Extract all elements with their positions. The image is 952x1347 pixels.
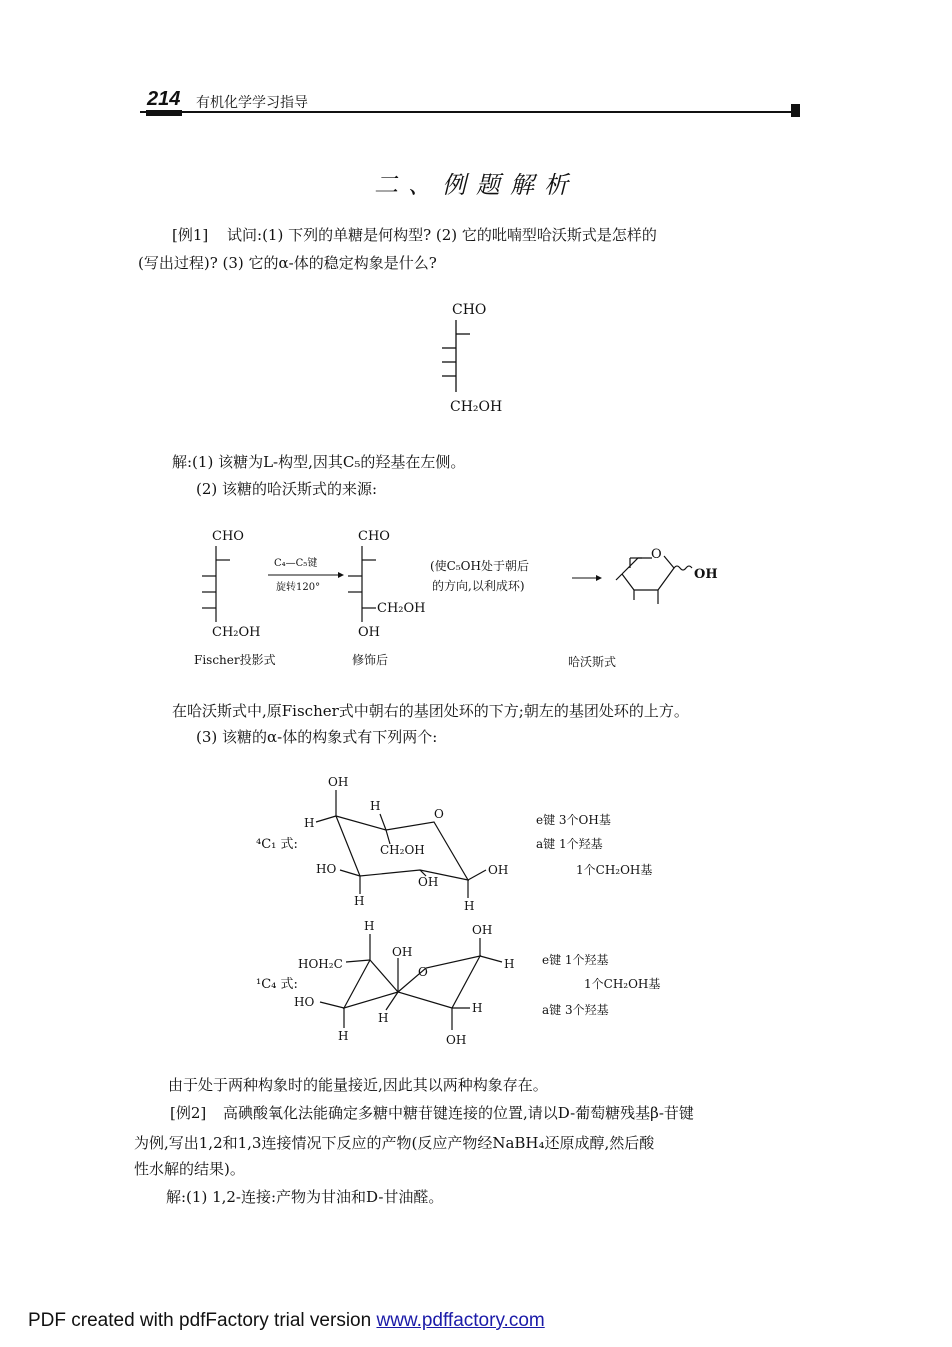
scheme-note-line2: 的方向,以利成环) [432,579,525,593]
conf2-h-bottom: H [338,1029,349,1043]
conf1-h-bottom1: H [354,894,365,908]
conf1-h-bottom2: H [464,899,475,913]
caption-fischer: Fischer投影式 [194,653,276,667]
conf1-ring-oxygen: O [434,807,444,821]
example1-question-text: 试问:(1) 下列的单糖是何构型? (2) 它的吡喃型哈沃斯式是怎样的 [227,226,657,244]
arrow1-bottom-label: 旋转120° [276,582,321,593]
answer1-cont-line2: (3) 该糖的α-体的构象式有下列两个: [196,728,438,746]
header-rule-accent [146,110,182,116]
conf1-h-top: H [370,799,381,813]
header-rule [140,111,798,113]
header-rule-end [791,104,800,117]
page-number: 214 [147,88,181,110]
example1-label: [例1] [172,226,209,244]
scheme-modified-cho: CHO [358,529,390,544]
arrow1-top-label: C₄—C₅键 [274,558,318,569]
conf2-h-top: H [364,919,375,933]
fischer-ch2oh: CH₂OH [450,399,503,415]
answer2-line1: 解:(1) 1,2-连接:产物为甘油和D-甘油醛。 [166,1188,444,1206]
scheme-fischer-cho: CHO [212,529,244,544]
conf2-oh-bottom: OH [446,1033,467,1047]
conf1-ch2oh: CH₂OH [380,843,425,857]
example2-line1 [170,1102,694,1124]
example2-label: [例2] [170,1104,207,1122]
conf2-ho-left: HO [294,995,315,1009]
caption-modified: 修饰后 [352,653,389,667]
scheme-fischer-ch2oh: CH₂OH [212,625,261,640]
conf2-oh-top: OH [392,945,413,959]
conf2-note-3: a键 3个羟基 [542,1003,609,1017]
conf2-h-mid: H [378,1011,389,1025]
example2-line2: 为例,写出1,2和1,3连接情况下反应的产物(反应产物经NaBH₄还原成醇,然后酸 [134,1134,655,1152]
conclusion: 由于处于两种构象时的能量接近,因此其以两种构象存在。 [168,1076,548,1094]
fischer-cho: CHO [452,302,487,318]
footer-text: PDF created with pdfFactory trial version [28,1310,377,1331]
conf1-oh-top: OH [328,775,349,789]
scheme-modified-ch2oh: CH₂OH [377,601,426,616]
conf1-oh-right: OH [488,863,509,877]
scheme-note-line1: (使C₅OH处于朝后 [430,559,529,573]
conf1-note-1: e键 3个OH基 [536,813,611,827]
book-title: 有机化学学习指导 [196,95,308,111]
conf2-oh-top-right: OH [472,923,493,937]
haworth-anomeric-oh: OH [694,567,718,582]
footer-link[interactable]: www.pdffactory.com [376,1310,545,1331]
section-title: 二、例题解析 [374,171,578,199]
caption-haworth: 哈沃斯式 [568,655,617,669]
answer1-cont-line1: 在哈沃斯式中,原Fischer式中朝右的基团处环的下方;朝左的基团处环的上方。 [172,702,689,720]
example2-line3: 性水解的结果)。 [134,1160,245,1178]
conf2-label: ¹C₄ 式: [256,977,298,992]
conf1-note-2: a键 1个羟基 [536,837,603,851]
fischer-projection-question [430,296,540,422]
conf2-h-right2: H [472,1001,483,1015]
conf2-note-2: 1个CH₂OH基 [584,977,661,991]
conformation-1c4 [250,916,700,1056]
example2-text: 高碘酸氧化法能确定多糖中糖苷键连接的位置,请以D-葡萄糖残基β-苷键 [223,1104,694,1122]
conf1-oh-mid: OH [418,875,439,889]
conf1-note-3: 1个CH₂OH基 [576,863,653,877]
answer1-line2: (2) 该糖的哈沃斯式的来源: [196,480,378,498]
answer1-line1: 解:(1) 该糖为L-构型,因其C₅的羟基在左侧。 [172,453,466,471]
example1-question-line2: (写出过程)? (3) 它的α-体的稳定构象是什么? [138,254,437,272]
pdf-footer [28,1310,545,1332]
scheme-modified-oh: OH [358,625,380,640]
example1-question-line1 [172,224,657,246]
conf1-h-left: H [304,816,315,830]
conf1-ho-left: HO [316,862,337,876]
conf2-hoh2c: HOH₂C [298,957,343,971]
conf2-h-right: H [504,957,515,971]
conf2-ring-oxygen: O [418,965,428,979]
conformation-4c1 [250,770,700,920]
haworth-ring-oxygen: O [651,547,662,562]
conf2-note-1: e键 1个羟基 [542,953,609,967]
haworth-derivation-scheme [190,520,750,680]
conf1-label: ⁴C₁ 式: [256,837,298,852]
